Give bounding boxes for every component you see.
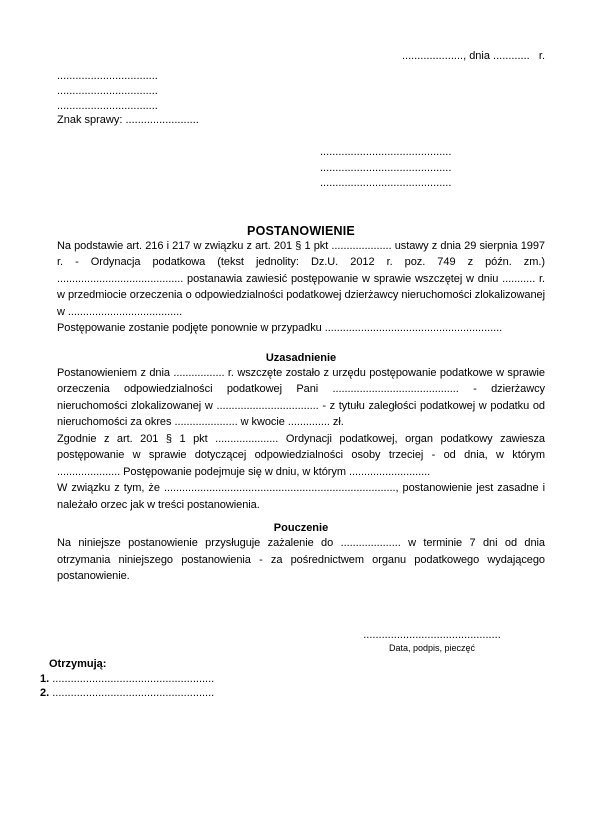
recipient-item-number: 2. <box>40 687 50 700</box>
justification-paragraph-3: W związku z tym, że ............................................................................., postanowienie jest zasadne i należało orzec jak w treści postanowienia. <box>57 482 545 511</box>
justification-paragraph-1: Postanowieniem z dnia ................. r. wszczęte zostało z urzędu postępowanie podatkowe w sprawie orzeczenia odpowiedzialności podatkowej Pani .......................................... - dzierżawcy nieruchomości zlokalizowanej w .................................. - z tytułu zaległości podatkowej w podatku od nieruchomości za okres ..................... w kwocie .............. zł. <box>57 366 545 429</box>
justification-paragraph-2: Zgodnie z art. 201 § 1 pkt ..................... Ordynacji podatkowej, organ podatkowy zawiesza postępowanie w sprawie dotyczącej odpowiedzialności osoby trzeciej - od dnia, w którym ..................... Postępowanie podejmuje się w dniu, w którym ........................... <box>57 432 545 478</box>
recipient-fill-line: ........................................... <box>320 177 452 190</box>
recipient-item <box>40 672 545 687</box>
resume-condition-line: Postępowanie zostanie podjęte ponownie w przypadku ........................................................... <box>57 322 503 335</box>
recipient-item-number: 1. <box>40 672 50 685</box>
signature-fill-line: ............................................. <box>363 628 501 641</box>
recipient-item-fill-line: ..................................................... <box>52 687 215 700</box>
instruction-paragraph: Na niniejsze postanowienie przysługuje zażalenie do .................... w terminie 7 dni od dnia otrzymania niniejszego postanowienia - za pośrednictwem organu podatkowego wydającego postanowienie. <box>57 537 545 583</box>
recipients-block <box>40 657 545 701</box>
sender-block <box>57 69 545 128</box>
recipient-block <box>320 145 545 192</box>
recipient-item <box>40 686 545 701</box>
recipients-label: Otrzymują: <box>49 657 107 670</box>
place-date-line: ...................., dnia ............ r. <box>401 50 545 62</box>
sender-fill-line: ................................. <box>57 70 158 82</box>
recipient-fill-line: ........................................... <box>320 146 452 159</box>
instruction-heading: Pouczenie <box>273 522 329 535</box>
signature-caption: Data, podpis, pieczęć <box>388 642 476 653</box>
recipient-item-fill-line: ..................................................... <box>52 672 215 685</box>
signature-block <box>362 629 502 654</box>
sender-fill-line: ................................. <box>57 99 158 112</box>
justification-heading: Uzasadnienie <box>265 351 337 364</box>
document-title: POSTANOWIENIE <box>247 223 355 238</box>
case-reference-line: Znak sprawy: ........................ <box>57 114 199 127</box>
legal-basis-paragraph: Na podstawie art. 216 i 217 w związku z art. 201 § 1 pkt .................... ustawy z dnia 29 sierpnia 1997 r. - Ordynacja podatkowa (tekst jednolity: Dz.U. 2012 r. poz. 749 z późn. zm.) .......................................... postanawia zawiesić postępowanie w sprawie wszczętej w dniu ........... r. w przedmiocie orzeczenia o odpowiedzialności podatkowej dzierżawcy nieruchomości zlokalizowanej w ...................................... <box>57 239 545 318</box>
recipient-fill-line: ........................................... <box>320 161 452 174</box>
sender-fill-line: ................................. <box>57 84 158 97</box>
